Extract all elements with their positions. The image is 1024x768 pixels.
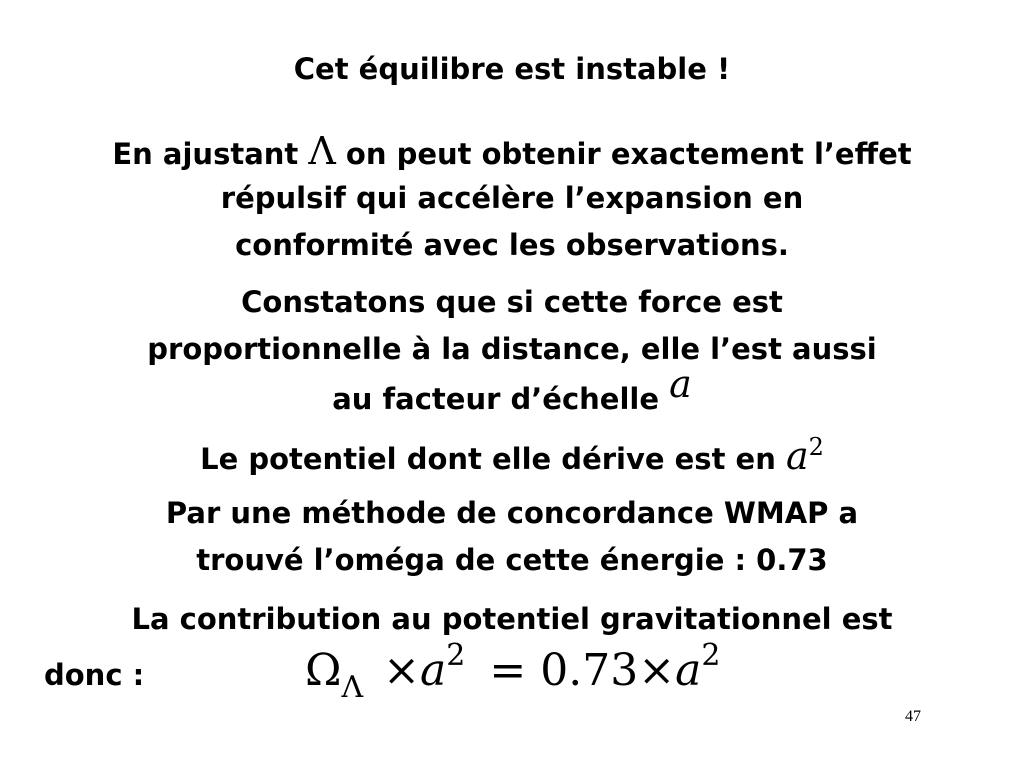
formula-exponent-1: 2 xyxy=(446,638,466,673)
omega-value: 0.73 xyxy=(540,645,639,696)
paragraph-2-line-3 xyxy=(0,362,1024,422)
formula-a-2: a xyxy=(675,645,702,696)
formula-a-1: a xyxy=(420,645,447,696)
paragraph-4-line-2 xyxy=(0,537,1024,583)
p5-line1-text: La contribution au potentiel gravitationnel est xyxy=(131,602,893,636)
p1-line3-text: conformité avec les observations. xyxy=(235,228,789,262)
p4-line2-text: trouvé l’oméga de cette énergie : 0.73 xyxy=(196,543,828,577)
paragraph-5-line-2 xyxy=(44,652,144,698)
scale-factor-symbol: a xyxy=(669,362,692,406)
times-sign-2: × xyxy=(638,645,676,696)
paragraph-2-line-2 xyxy=(0,326,1024,372)
paragraph-1-line-1 xyxy=(0,128,1024,177)
p1-text-before: En ajustant xyxy=(112,137,309,171)
a-squared-exponent: 2 xyxy=(808,433,824,461)
paragraph-1-line-3 xyxy=(0,222,1024,268)
p4-line1-text: Par une méthode de concordance WMAP a xyxy=(165,496,859,530)
omega-subscript-lambda: Λ xyxy=(341,670,364,705)
paragraph-3 xyxy=(0,433,1024,484)
p1-line2-text: répulsif qui accélère l’expansion en xyxy=(220,181,804,215)
p2-line2-text: proportionnelle à la distance, elle l’est aussi xyxy=(147,332,877,366)
paragraph-1-line-2 xyxy=(0,175,1024,221)
slide-title xyxy=(0,46,1024,92)
omega-symbol: Ω xyxy=(305,645,342,696)
page-number: 47 xyxy=(905,708,921,725)
p5-line2-text: donc : xyxy=(44,658,145,692)
equals-sign: = xyxy=(489,645,527,696)
p3-text: Le potentiel dont elle dérive est en xyxy=(200,442,786,476)
p1-text-after: on peut obtenir exactement l’effet xyxy=(335,137,912,171)
times-sign-1: × xyxy=(383,645,421,696)
lambda-symbol: Λ xyxy=(308,129,336,173)
p2-line1-text: Constatons que si cette force est xyxy=(241,285,783,319)
paragraph-4-line-1 xyxy=(0,490,1024,536)
p2-line3-text: au facteur d’échelle xyxy=(332,382,670,416)
paragraph-2-line-1 xyxy=(0,279,1024,325)
title-text: Cet équilibre est instable ! xyxy=(293,52,731,86)
omega-formula xyxy=(305,636,720,711)
a-squared-base: a xyxy=(785,434,809,478)
formula-exponent-2: 2 xyxy=(701,638,721,673)
